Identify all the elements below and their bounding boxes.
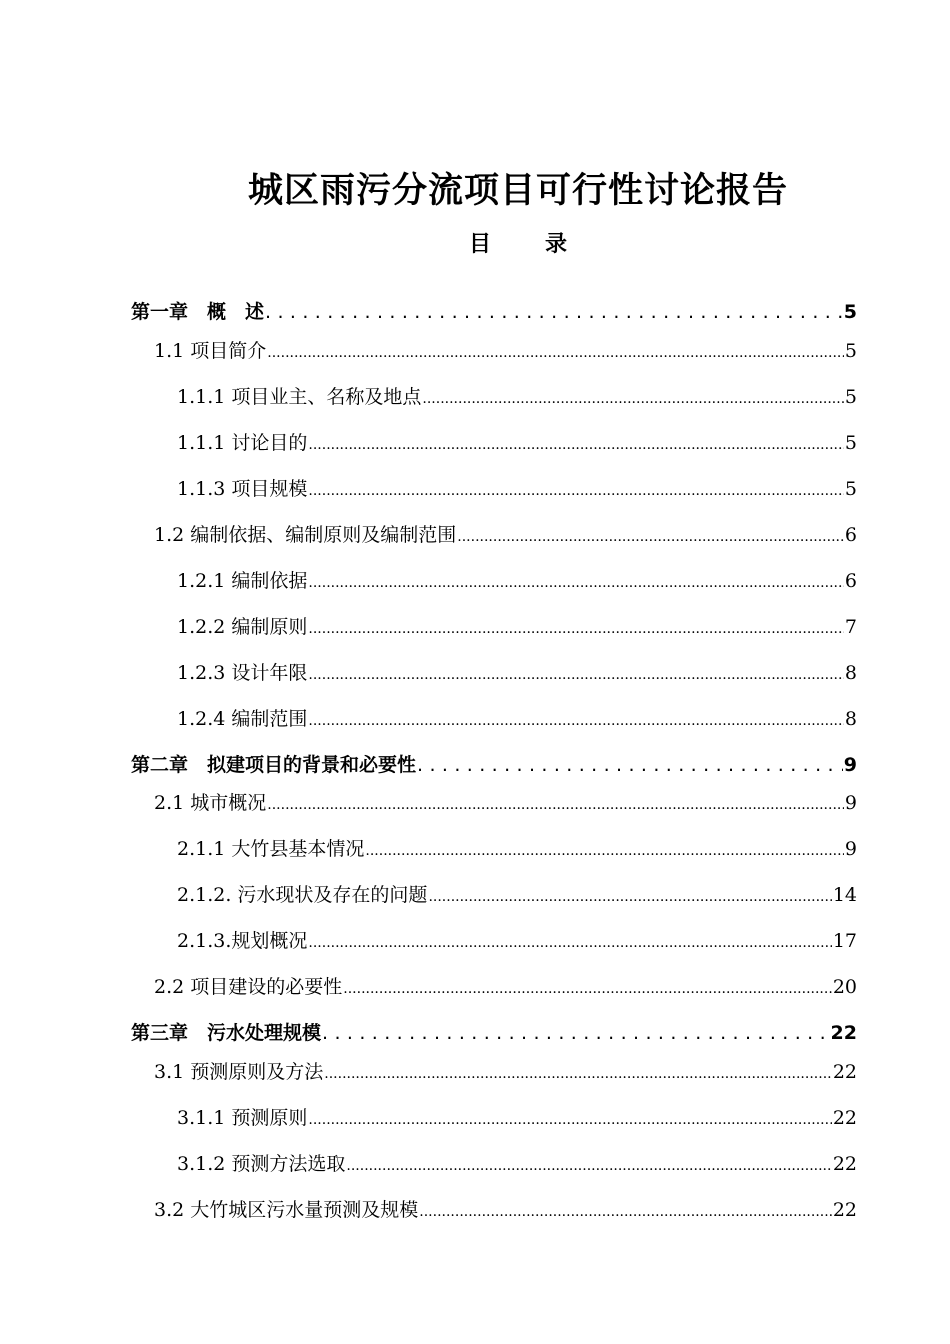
toc-heading-char-2: 录 — [545, 232, 568, 257]
toc-entry-section[interactable] — [154, 973, 857, 1001]
toc-page-number: 7 — [844, 616, 857, 638]
toc-entry-label: 1.2.4 编制范围 — [177, 708, 308, 730]
toc-leader — [308, 431, 844, 459]
toc-page-number: 6 — [844, 524, 857, 546]
toc-leader — [308, 569, 844, 597]
toc-entry-label: 3.1.2 预测方法选取 — [177, 1153, 346, 1175]
toc-leader — [417, 751, 843, 779]
toc-entry-label: 第三章 污水处理规模 — [131, 1022, 322, 1044]
toc-entry-subsection[interactable] — [177, 1104, 857, 1132]
toc-entry-label: 1.2.1 编制依据 — [177, 570, 308, 592]
toc-leader — [265, 298, 843, 326]
toc-entry-label: 2.2 项目建设的必要性 — [154, 976, 343, 998]
toc-page-number: 5 — [843, 301, 857, 323]
toc-page-number: 20 — [832, 976, 857, 998]
toc-entry-subsection[interactable] — [177, 927, 857, 955]
toc-entry-subsection[interactable] — [177, 705, 857, 733]
toc-entry-label: 3.1.1 预测原则 — [177, 1107, 308, 1129]
toc-entry-section[interactable] — [154, 789, 857, 817]
toc-leader — [365, 837, 844, 865]
toc-leader — [343, 975, 832, 1003]
toc-page-number: 5 — [844, 478, 857, 500]
toc-leader — [267, 339, 844, 367]
toc-entry-subsection[interactable] — [177, 835, 857, 863]
toc-entry-chapter[interactable] — [131, 1019, 857, 1047]
toc-leader — [422, 385, 844, 413]
toc-entry-label: 2.1.1 大竹县基本情况 — [177, 838, 365, 860]
toc-heading-char-1: 目 — [468, 232, 491, 257]
toc-leader — [308, 661, 844, 689]
toc-page-number: 5 — [844, 432, 857, 454]
toc-entry-label: 1.2.2 编制原则 — [177, 616, 308, 638]
toc-leader — [324, 1060, 832, 1088]
toc-page-number: 22 — [832, 1107, 857, 1129]
toc-entry-label: 3.2 大竹城区污水量预测及规模 — [154, 1199, 419, 1221]
toc-page-number: 17 — [832, 930, 857, 952]
toc-entry-label: 1.2 编制依据、编制原则及编制范围 — [154, 524, 457, 546]
toc-entry-label: 1.1.1 讨论目的 — [177, 432, 308, 454]
toc-entry-subsection[interactable] — [177, 659, 857, 687]
toc-page-number: 5 — [844, 386, 857, 408]
toc-entry-label: 第二章 拟建项目的背景和必要性 — [131, 754, 417, 776]
toc-leader — [457, 523, 844, 551]
toc-leader — [428, 883, 831, 911]
toc-leader — [346, 1152, 831, 1180]
toc-entry-label: 2.1 城市概况 — [154, 792, 267, 814]
document-title: 城区雨污分流项目可行性讨论报告 — [247, 171, 788, 211]
toc-page-number: 8 — [844, 708, 857, 730]
toc-leader — [322, 1019, 830, 1047]
toc-entry-label: 2.1.2. 污水现状及存在的问题 — [177, 884, 428, 906]
toc-entry-subsection[interactable] — [177, 567, 857, 595]
toc-page-number: 6 — [844, 570, 857, 592]
toc-page-number: 9 — [844, 838, 857, 860]
toc-entry-subsection[interactable] — [177, 429, 857, 457]
toc-entry-label: 1.1.1 项目业主、名称及地点 — [177, 386, 422, 408]
toc-leader — [419, 1198, 832, 1226]
toc-entry-subsection[interactable] — [177, 1150, 857, 1178]
toc-entry-label: 2.1.3.规划概况 — [177, 930, 308, 952]
toc-entry-subsection[interactable] — [177, 881, 857, 909]
toc-entry-section[interactable] — [154, 1196, 857, 1224]
toc-page-number: 22 — [832, 1061, 857, 1083]
toc-entry-label: 第一章 概 述 — [131, 301, 265, 323]
toc-page-number: 22 — [832, 1199, 857, 1221]
toc-page-number: 9 — [844, 792, 857, 814]
toc-page-number: 22 — [832, 1153, 857, 1175]
toc-entry-section[interactable] — [154, 1058, 857, 1086]
toc-entry-section[interactable] — [154, 521, 857, 549]
toc-leader — [308, 615, 844, 643]
toc-page-number: 14 — [832, 884, 857, 906]
toc-leader — [308, 929, 831, 957]
toc-page-number: 8 — [844, 662, 857, 684]
toc-entry-label: 3.1 预测原则及方法 — [154, 1061, 324, 1083]
toc-entry-subsection[interactable] — [177, 383, 857, 411]
toc-entry-label: 1.1.3 项目规模 — [177, 478, 308, 500]
toc-entry-subsection[interactable] — [177, 613, 857, 641]
toc-entry-chapter[interactable] — [131, 298, 857, 326]
toc-leader — [267, 791, 844, 819]
toc-entry-chapter[interactable] — [131, 751, 857, 779]
toc-leader — [308, 1106, 831, 1134]
toc-page-number: 5 — [844, 340, 857, 362]
toc-entry-label: 1.2.3 设计年限 — [177, 662, 308, 684]
toc-page-number: 22 — [830, 1022, 857, 1044]
toc-entry-section[interactable] — [154, 337, 857, 365]
toc-leader — [308, 707, 844, 735]
toc-entry-label: 1.1 项目简介 — [154, 340, 267, 362]
toc-page-number: 9 — [843, 754, 857, 776]
toc-entry-subsection[interactable] — [177, 475, 857, 503]
toc-leader — [308, 477, 844, 505]
